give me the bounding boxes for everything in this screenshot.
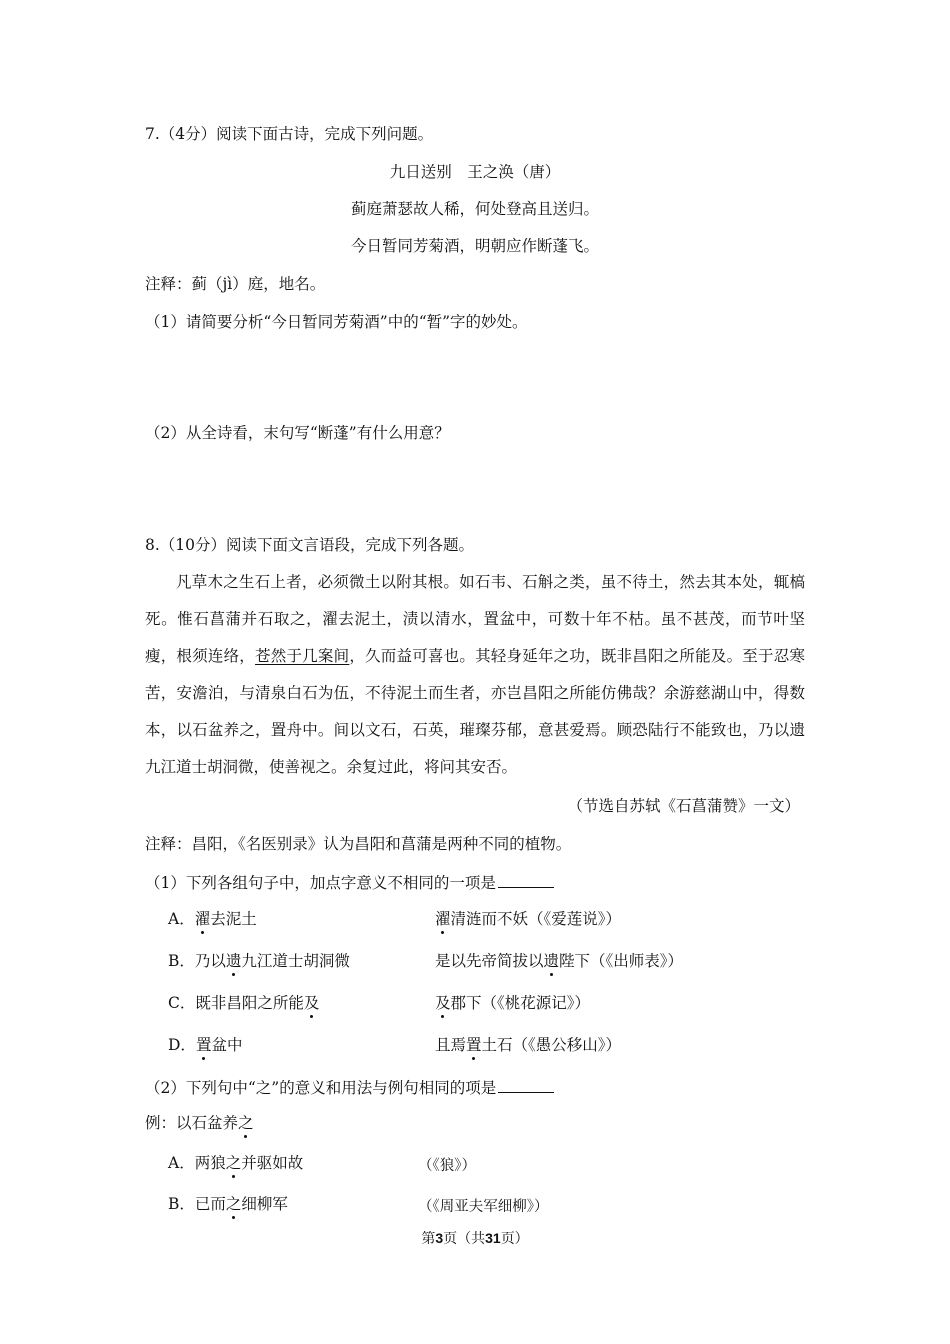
q8-header: 8.（10分）阅读下面文言语段，完成下列各题。 [145,536,475,554]
page-footer: 第3页（共31页） [421,1230,529,1247]
dotted-char: 置 [466,1036,482,1054]
option2-b: B．已而之细柳军 [168,1195,288,1213]
dotted-char: 及 [303,994,320,1012]
q8-sub1 [145,872,554,893]
dotted-char: 之 [225,1154,242,1172]
q8-sub1-text: （1）下列各组句子中，加点字意义不相同的一项是 [145,874,496,892]
poem-line-1: 蓟庭萧瑟故人稀，何处登高且送归。 [350,200,599,218]
q8-sub2 [145,1077,554,1098]
option2-a: A．两狼之并驱如故 [168,1154,304,1172]
poem-title: 九日送别 王之涣（唐） [389,163,561,181]
option-d-right: 且焉置土石（《愚公移山》） [435,1036,622,1054]
q7-note: 注释：蓟（jì）庭，地名。 [145,275,326,293]
q7-header: 7.（4分）阅读下面古诗，完成下列问题。 [145,125,434,143]
page-number: 3 [435,1230,444,1246]
q8-passage [145,564,805,786]
passage-underlined: 苍然于几案间 [255,647,350,665]
dotted-char: 濯 [194,910,211,928]
poem-line-2: 今日暂同芳菊酒，明朝应作断蓬飞。 [350,237,599,255]
q8-note: 注释：昌阳，《名医别录》认为昌阳和菖蒲是两种不同的植物。 [145,835,572,853]
answer-blank[interactable] [498,1077,554,1093]
dotted-char: 濯 [435,910,451,928]
passage-text-1: 凡草木之生石上者，必须微土以附其根。如石韦、石斛之类，虽不待土，然去其本处，辄槁死。惟石菖蒲并石取之，濯去泥土，渍以清水，置盆中，可数十年不枯。虽不甚茂，而节叶坚瘦，根须连络， [145,573,805,665]
dotted-char: 置 [195,1036,212,1054]
dotted-char: 及 [435,994,451,1012]
page-total: 31 [485,1230,501,1246]
dotted-char: 遗 [225,952,242,970]
answer-blank[interactable] [498,872,554,888]
option-c-right: 及郡下（《桃花源记》） [435,994,591,1012]
option-a-right: 濯清涟而不妖（《爱莲说》） [435,910,622,928]
option-b-right: 是以先帝简拔以遗陛下（《出师表》） [435,952,684,970]
option2-b-source: （《周亚夫军细柳》） [418,1199,549,1215]
passage-source: （节选自苏轼《石菖蒲赞》一文） [567,797,800,815]
example-line: 例：以石盆养之 [145,1114,254,1132]
option-c-left: C．既非昌阳之所能及 [168,994,320,1012]
q7-sub1: （1）请简要分析“今日暂同芳菊酒”中的“暂”字的妙处。 [145,313,528,331]
q8-sub2-text: （2）下列句中“之”的意义和用法与例句相同的项是 [145,1079,497,1097]
dotted-char: 之 [225,1195,242,1213]
dotted-char: 之 [238,1114,254,1132]
option-d-left: D．置盆中 [168,1036,243,1054]
option2-a-source: （《狼》） [418,1158,476,1174]
option-b-left: B．乃以遗九江道士胡洞微 [168,952,350,970]
option-a-left: A．濯去泥土 [168,910,257,928]
dotted-char: 遗 [543,952,560,970]
q7-sub2: （2）从全诗看，末句写“断蓬”有什么用意？ [145,424,450,442]
passage-text-2: ，久而益可喜也。其轻身延年之功，既非昌阳之所能及。至于忍寒苦，安澹泊，与清泉白石为伍，不待泥土而生者，亦岂昌阳之所能仿佛哉？余游慈湖山中，得数本，以石盆养之，置舟中。间以文石，石英，璀璨芬郁，意甚爱焉。顾恐陆行不能致也，乃以遗九江道士胡洞微，使善视之。余复过此，将问其安否。 [145,647,805,776]
